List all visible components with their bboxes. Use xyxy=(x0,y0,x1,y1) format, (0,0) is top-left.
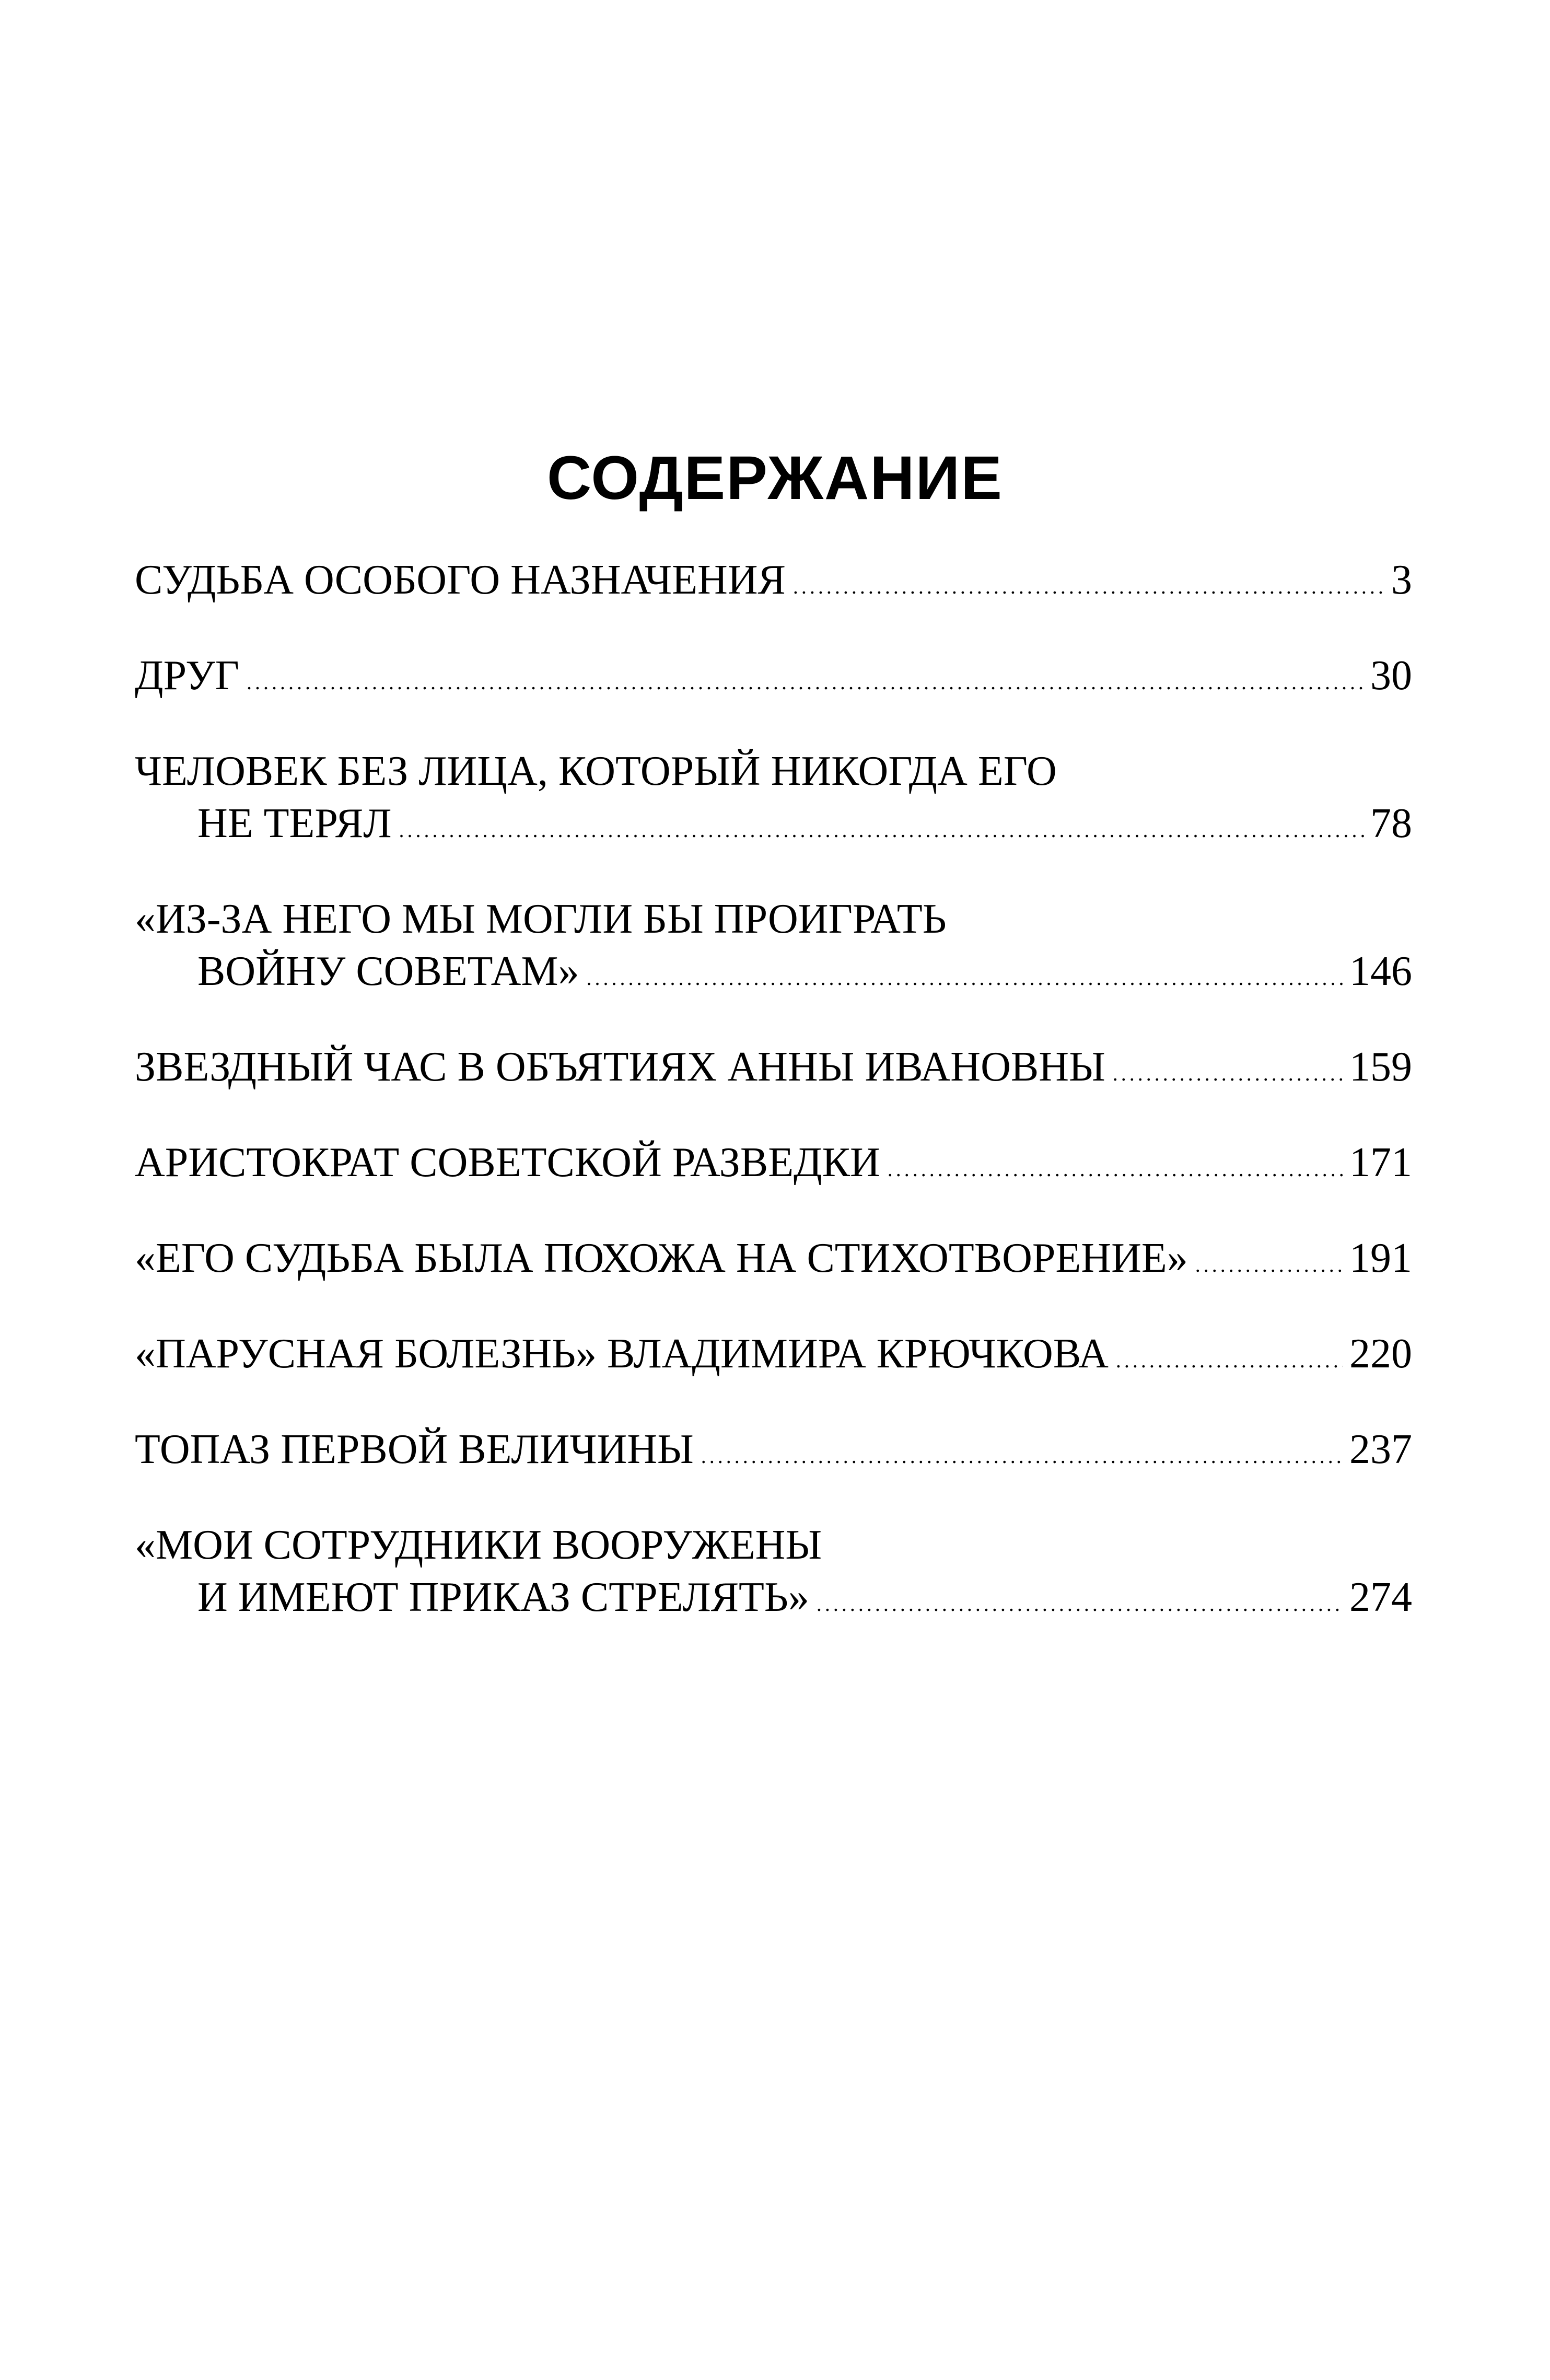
toc-page-number: 146 xyxy=(1349,948,1412,994)
dot-leader xyxy=(399,804,1364,856)
dot-leader xyxy=(1195,1239,1343,1291)
toc-entry-title: «ИЗ-ЗА НЕГО МЫ МОГЛИ БЫ ПРОИГРАТЬ xyxy=(135,896,947,942)
toc-entry-title-continued: ВОЙНУ СОВЕТАМ» xyxy=(197,948,579,994)
toc-entry xyxy=(135,649,1412,702)
toc-entry xyxy=(135,893,1412,997)
toc-page-number: 274 xyxy=(1349,1574,1412,1620)
toc-entry-title: ТОПАЗ ПЕРВОЙ ВЕЛИЧИНЫ xyxy=(135,1426,694,1472)
toc-page-number: 191 xyxy=(1349,1235,1412,1281)
dot-leader xyxy=(701,1430,1343,1482)
toc-entry-title: «МОИ СОТРУДНИКИ ВООРУЖЕНЫ xyxy=(135,1522,822,1568)
dot-leader xyxy=(247,656,1364,709)
toc-entry xyxy=(135,1041,1412,1093)
dot-leader xyxy=(1113,1048,1343,1100)
toc-page-number: 78 xyxy=(1370,800,1412,846)
dot-leader xyxy=(817,1578,1343,1630)
toc-page-number: 159 xyxy=(1349,1044,1412,1090)
toc-entry-title: «ПАРУСНАЯ БОЛЕЗНЬ» ВЛАДИМИРА КРЮЧКОВА xyxy=(135,1331,1109,1377)
toc-page-number: 171 xyxy=(1349,1140,1412,1186)
toc-entry-title: ЗВЕЗДНЫЙ ЧАС В ОБЪЯТИЯХ АННЫ ИВАНОВНЫ xyxy=(135,1044,1105,1090)
dot-leader xyxy=(793,561,1385,613)
toc-entry-title: ДРУГ xyxy=(135,653,239,699)
toc-entry xyxy=(135,745,1412,850)
dot-leader xyxy=(1116,1334,1343,1387)
toc-entry-title: АРИСТОКРАТ СОВЕТСКОЙ РАЗВЕДКИ xyxy=(135,1140,880,1186)
dot-leader xyxy=(888,1143,1343,1195)
toc-entry-title: «ЕГО СУДЬБА БЫЛА ПОХОЖА НА СТИХОТВОРЕНИЕ» xyxy=(135,1235,1188,1281)
dot-leader xyxy=(586,952,1343,1004)
toc-entry-title-continued: НЕ ТЕРЯЛ xyxy=(197,800,392,846)
toc-entry xyxy=(135,1423,1412,1476)
toc-entry-title: СУДЬБА ОСОБОГО НАЗНАЧЕНИЯ xyxy=(135,557,786,603)
toc-entry xyxy=(135,554,1412,606)
toc-page-number: 3 xyxy=(1391,557,1412,603)
toc-page-number: 30 xyxy=(1370,653,1412,699)
toc-entry xyxy=(135,1136,1412,1189)
toc-page-number: 220 xyxy=(1349,1331,1412,1377)
toc-page-number: 237 xyxy=(1349,1426,1412,1472)
toc-title: СОДЕРЖАНИЕ xyxy=(546,444,1004,513)
toc-entry-title-continued: И ИМЕЮТ ПРИКАЗ СТРЕЛЯТЬ» xyxy=(197,1574,809,1620)
table-of-contents xyxy=(135,554,1412,1623)
toc-entry xyxy=(135,1519,1412,1623)
toc-entry xyxy=(135,1328,1412,1380)
toc-entry-title: ЧЕЛОВЕК БЕЗ ЛИЦА, КОТОРЫЙ НИКОГДА ЕГО xyxy=(135,748,1057,794)
toc-entry xyxy=(135,1232,1412,1284)
